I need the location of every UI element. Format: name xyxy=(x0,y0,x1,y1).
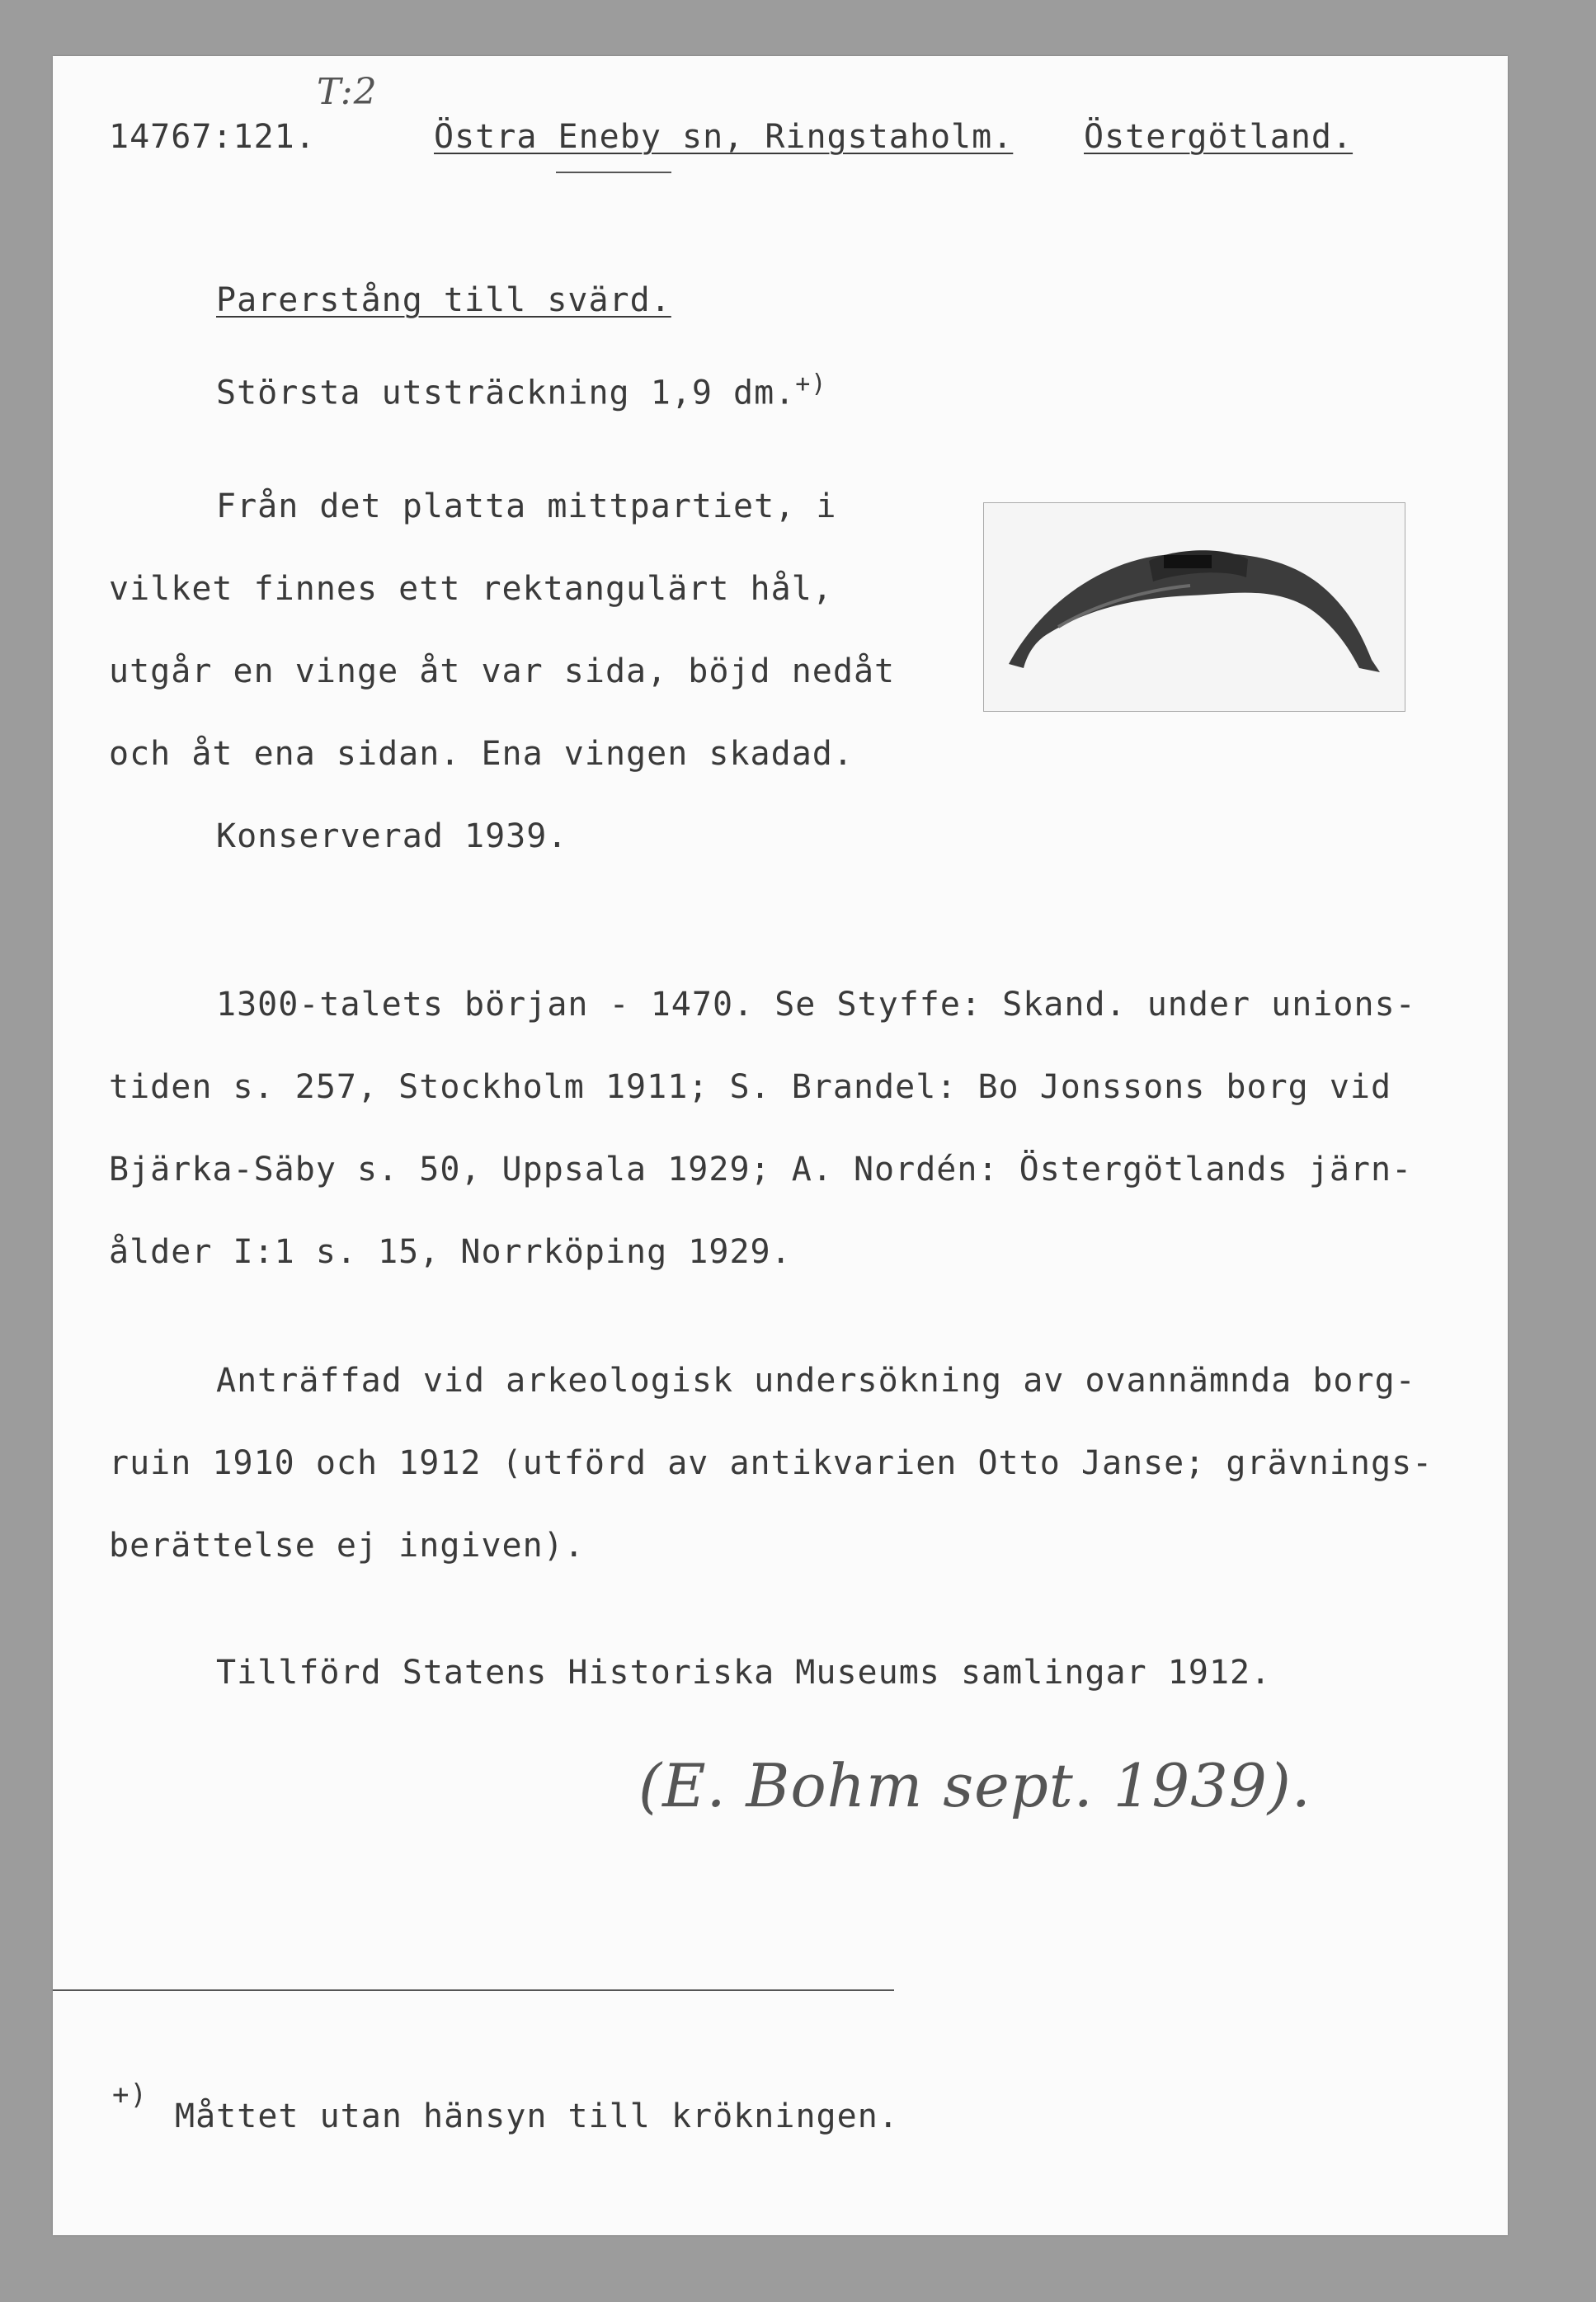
conservation-text: Konserverad 1939. xyxy=(216,817,568,855)
object-measure xyxy=(216,365,826,412)
acquisition-text: Tillförd Statens Historiska Museums samlingar 1912. xyxy=(216,1654,1272,1692)
footnote-divider xyxy=(53,1989,894,1991)
description-line-3: utgår en vinge åt var sida, böjd nedåt xyxy=(109,652,896,690)
handwritten-mark: T:2 xyxy=(317,71,378,113)
dating-line-3: Bjärka-Säby s. 50, Uppsala 1929; A. Nordén: Östergötlands järn- xyxy=(109,1151,1413,1189)
footnote-mark: +) xyxy=(112,2078,148,2111)
description-line-2: vilket finnes ett rektangulärt hål, xyxy=(109,570,833,608)
find-line-2: ruin 1910 och 1912 (utförd av antikvarien Otto Janse; grävnings- xyxy=(109,1444,1434,1482)
catalog-card xyxy=(53,56,1508,2235)
header-underline-mark xyxy=(556,172,671,173)
dating-line-2: tiden s. 257, Stockholm 1911; S. Brandel: Bo Jonssons borg vid xyxy=(109,1068,1392,1106)
measure-text: Största utsträckning 1,9 dm. xyxy=(216,374,796,412)
description-line-4: och åt ena sidan. Ena vingen skadad. xyxy=(109,735,854,773)
footnote-text: Måttet utan hänsyn till krökningen. xyxy=(175,2097,899,2135)
artifact-photo xyxy=(983,502,1405,712)
description-line-1: Från det platta mittpartiet, i xyxy=(216,487,837,525)
dating-line-4: ålder I:1 s. 15, Norrköping 1929. xyxy=(109,1233,792,1271)
measure-note-mark: +) xyxy=(795,370,827,398)
find-line-1: Anträffad vid arkeologisk undersökning av ovannämnda borg- xyxy=(216,1362,1416,1400)
sword-guard-image xyxy=(984,503,1405,711)
handwritten-signature: (E. Bohm sept. 1939). xyxy=(638,1751,1311,1820)
province-text: Östergötland. xyxy=(1084,118,1354,156)
location-text: Östra Eneby sn, Ringstaholm. xyxy=(434,118,1014,156)
catalog-number: 14767:121. xyxy=(109,118,316,156)
object-title: Parerstång till svärd. xyxy=(216,281,671,319)
dating-line-1: 1300-talets början - 1470. Se Styffe: Skand. under unions- xyxy=(216,986,1416,1024)
find-line-3: berättelse ej ingiven). xyxy=(109,1527,585,1565)
